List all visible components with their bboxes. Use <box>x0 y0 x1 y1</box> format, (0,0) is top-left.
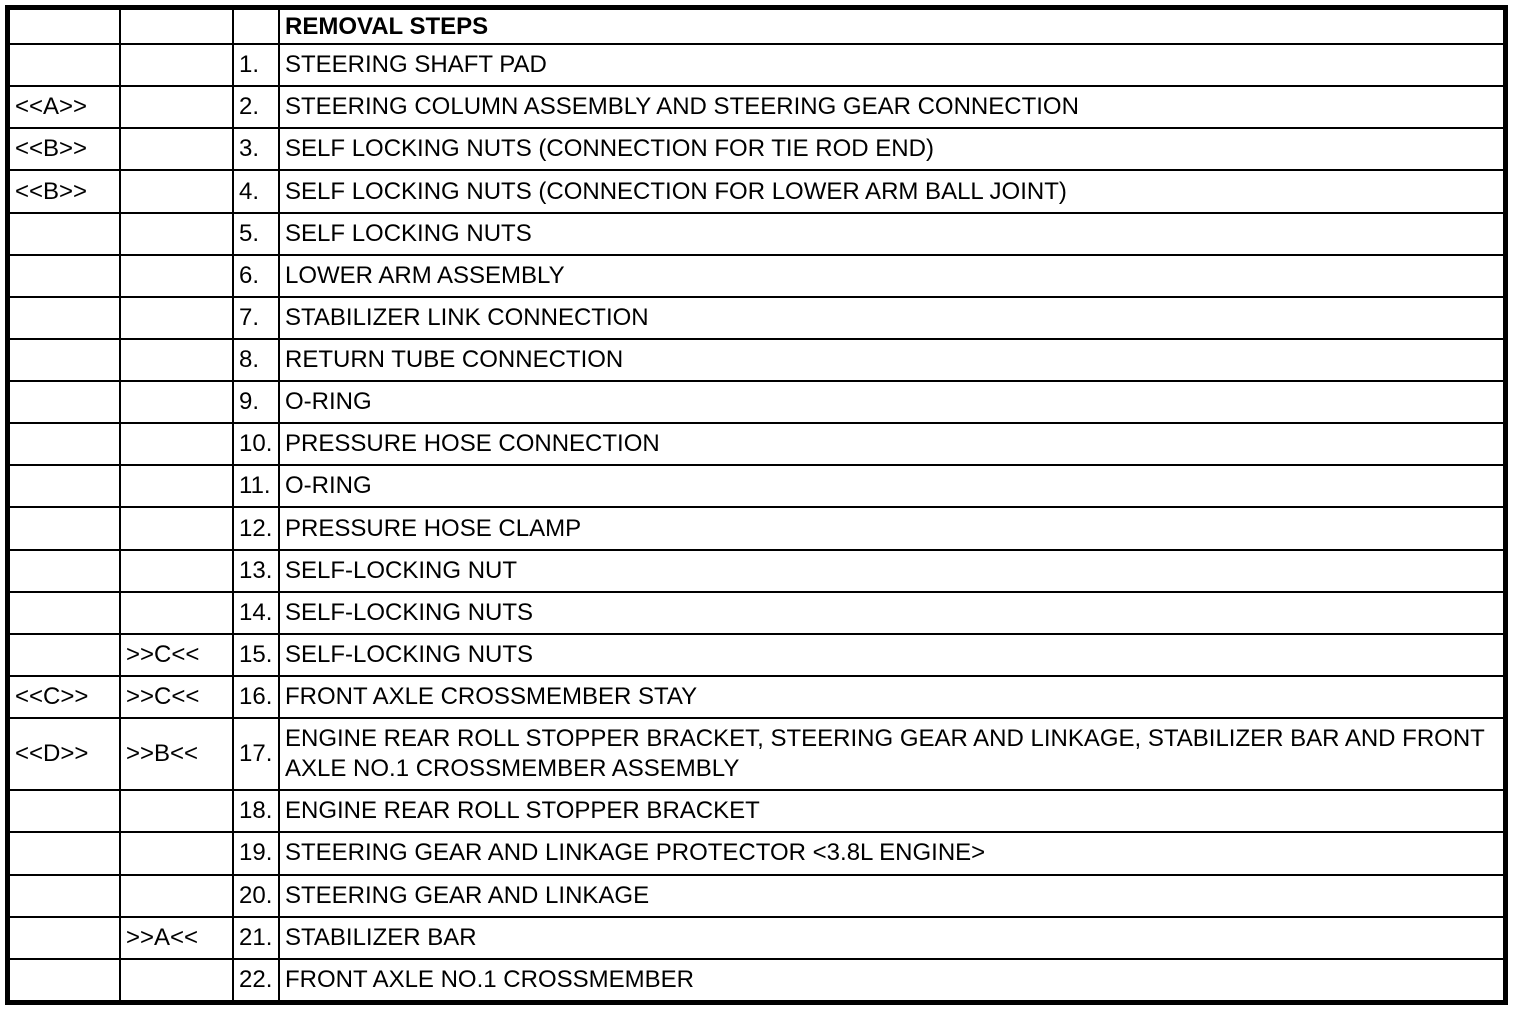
table-row <box>9 507 1504 549</box>
step-number: 17. <box>233 718 279 790</box>
table-row <box>9 917 1504 959</box>
table-row <box>9 86 1504 128</box>
step-number: 13. <box>233 550 279 592</box>
step-number: 4. <box>233 170 279 212</box>
step-description: ENGINE REAR ROLL STOPPER BRACKET <box>279 790 1504 832</box>
table-row <box>9 255 1504 297</box>
removal-note-cell <box>120 297 233 339</box>
step-description: O-RING <box>279 465 1504 507</box>
install-note-cell <box>9 592 120 634</box>
table-row <box>9 128 1504 170</box>
table-row <box>9 959 1504 1001</box>
install-note-cell <box>9 550 120 592</box>
install-note-cell <box>9 255 120 297</box>
install-note-cell <box>9 634 120 676</box>
install-note-cell <box>9 381 120 423</box>
removal-note-cell <box>120 423 233 465</box>
step-description: LOWER ARM ASSEMBLY <box>279 255 1504 297</box>
removal-note-cell <box>120 170 233 212</box>
install-note-cell <box>9 959 120 1001</box>
install-note-cell <box>9 790 120 832</box>
table-row <box>9 718 1504 790</box>
step-number: 3. <box>233 128 279 170</box>
table-row <box>9 170 1504 212</box>
step-number: 18. <box>233 790 279 832</box>
step-number: 14. <box>233 592 279 634</box>
step-number: 6. <box>233 255 279 297</box>
table-row <box>9 790 1504 832</box>
install-note-cell: <<C>> <box>9 676 120 718</box>
removal-note-cell <box>120 339 233 381</box>
step-number: 12. <box>233 507 279 549</box>
step-number: 9. <box>233 381 279 423</box>
removal-steps-table-frame <box>5 5 1508 1005</box>
table-row <box>9 676 1504 718</box>
step-number: 22. <box>233 959 279 1001</box>
removal-note-cell <box>120 592 233 634</box>
table-row <box>9 592 1504 634</box>
step-description: SELF LOCKING NUTS <box>279 213 1504 255</box>
step-number: 19. <box>233 832 279 874</box>
install-note-cell: <<B>> <box>9 128 120 170</box>
step-description: SELF LOCKING NUTS (CONNECTION FOR TIE ROD END) <box>279 128 1504 170</box>
install-note-cell <box>9 917 120 959</box>
install-note-cell <box>9 832 120 874</box>
removal-note-cell: >>C<< <box>120 676 233 718</box>
install-note-cell <box>9 213 120 255</box>
step-description: SELF LOCKING NUTS (CONNECTION FOR LOWER ARM BALL JOINT) <box>279 170 1504 212</box>
removal-note-cell <box>120 128 233 170</box>
table-header-row <box>9 9 1504 44</box>
step-number: 15. <box>233 634 279 676</box>
step-number: 5. <box>233 213 279 255</box>
step-description: O-RING <box>279 381 1504 423</box>
install-note-cell: <<A>> <box>9 86 120 128</box>
header-empty-cell <box>120 9 233 44</box>
removal-note-cell <box>120 832 233 874</box>
step-description: ENGINE REAR ROLL STOPPER BRACKET, STEERING GEAR AND LINKAGE, STABILIZER BAR AND FRONT AXLE NO.1 CROSSMEMBER ASSEMBLY <box>279 718 1504 790</box>
step-number: 10. <box>233 423 279 465</box>
step-description: STEERING GEAR AND LINKAGE PROTECTOR <3.8L ENGINE> <box>279 832 1504 874</box>
step-description: STABILIZER BAR <box>279 917 1504 959</box>
header-empty-cell <box>233 9 279 44</box>
removal-note-cell <box>120 213 233 255</box>
step-number: 7. <box>233 297 279 339</box>
install-note-cell <box>9 423 120 465</box>
table-row <box>9 213 1504 255</box>
removal-note-cell <box>120 381 233 423</box>
step-number: 16. <box>233 676 279 718</box>
step-number: 8. <box>233 339 279 381</box>
removal-note-cell: >>B<< <box>120 718 233 790</box>
removal-note-cell <box>120 790 233 832</box>
header-empty-cell <box>9 9 120 44</box>
install-note-cell <box>9 339 120 381</box>
table-row <box>9 465 1504 507</box>
removal-note-cell <box>120 465 233 507</box>
table-row <box>9 297 1504 339</box>
step-number: 1. <box>233 44 279 86</box>
removal-note-cell: >>A<< <box>120 917 233 959</box>
removal-note-cell <box>120 86 233 128</box>
install-note-cell <box>9 465 120 507</box>
table-row <box>9 550 1504 592</box>
table-row <box>9 381 1504 423</box>
step-description: FRONT AXLE CROSSMEMBER STAY <box>279 676 1504 718</box>
table-row <box>9 875 1504 917</box>
step-number: 11. <box>233 465 279 507</box>
step-number: 21. <box>233 917 279 959</box>
install-note-cell <box>9 507 120 549</box>
install-note-cell <box>9 297 120 339</box>
removal-steps-title: REMOVAL STEPS <box>279 9 1504 44</box>
step-description: SELF-LOCKING NUTS <box>279 634 1504 676</box>
step-description: FRONT AXLE NO.1 CROSSMEMBER <box>279 959 1504 1001</box>
table-row <box>9 634 1504 676</box>
step-description: RETURN TUBE CONNECTION <box>279 339 1504 381</box>
step-description: STEERING SHAFT PAD <box>279 44 1504 86</box>
install-note-cell: <<B>> <box>9 170 120 212</box>
table-row <box>9 44 1504 86</box>
table-row <box>9 423 1504 465</box>
table-row <box>9 832 1504 874</box>
removal-note-cell <box>120 255 233 297</box>
step-description: SELF-LOCKING NUT <box>279 550 1504 592</box>
install-note-cell <box>9 875 120 917</box>
removal-note-cell: >>C<< <box>120 634 233 676</box>
removal-steps-table <box>8 8 1505 1002</box>
table-row <box>9 339 1504 381</box>
removal-note-cell <box>120 507 233 549</box>
step-description: PRESSURE HOSE CONNECTION <box>279 423 1504 465</box>
install-note-cell: <<D>> <box>9 718 120 790</box>
step-number: 20. <box>233 875 279 917</box>
step-description: STEERING GEAR AND LINKAGE <box>279 875 1504 917</box>
removal-note-cell <box>120 959 233 1001</box>
removal-note-cell <box>120 44 233 86</box>
step-number: 2. <box>233 86 279 128</box>
step-description: PRESSURE HOSE CLAMP <box>279 507 1504 549</box>
removal-note-cell <box>120 550 233 592</box>
step-description: STABILIZER LINK CONNECTION <box>279 297 1504 339</box>
step-description: SELF-LOCKING NUTS <box>279 592 1504 634</box>
removal-note-cell <box>120 875 233 917</box>
step-description: STEERING COLUMN ASSEMBLY AND STEERING GEAR CONNECTION <box>279 86 1504 128</box>
table-body <box>9 9 1504 1001</box>
install-note-cell <box>9 44 120 86</box>
